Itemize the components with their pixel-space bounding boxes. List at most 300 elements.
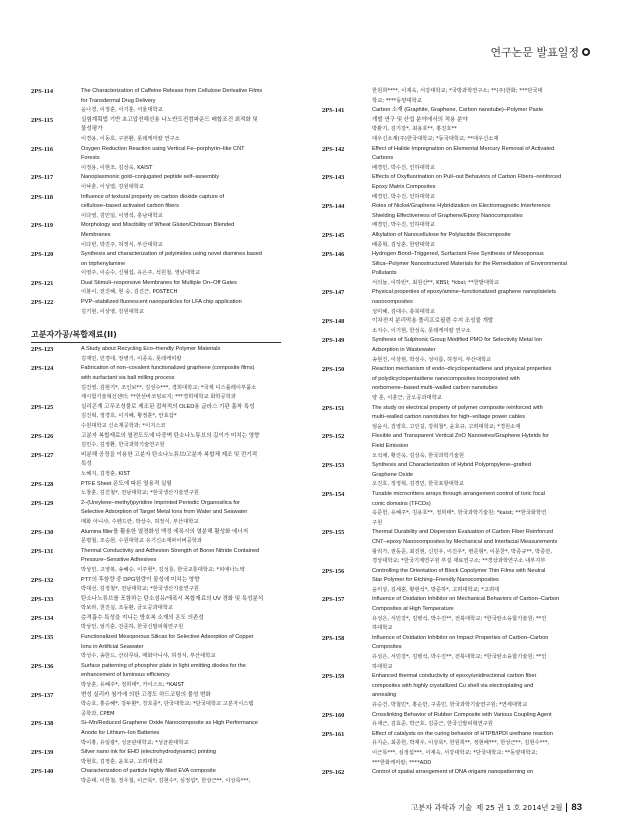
- entry-authors-line: ***한화케미칼; ****ADD: [372, 759, 432, 766]
- program-entry: [31, 528, 281, 547]
- right-entry-list: [322, 87, 572, 778]
- entry-code: 2PS-147: [322, 289, 345, 297]
- program-entry: [31, 451, 281, 480]
- entry-title-line: Silver nano ink for EHD (electrohydrodynamic) printing: [81, 749, 216, 756]
- entry-authors-line: 재시험기술혁신센터; **한선바코팅로지; ***경희대학교 화학공학과: [81, 394, 236, 401]
- program-entry: [31, 221, 281, 250]
- entry-title-line: Epoxy Matrix Composites: [372, 183, 436, 190]
- entry-title-line: conic domains (TFCDs): [372, 500, 431, 507]
- program-entry: [31, 345, 281, 364]
- entry-code: 2PS-119: [31, 222, 54, 230]
- entry-title-line: enhancement of luminous efficiency: [81, 672, 170, 679]
- program-entry: [322, 634, 572, 672]
- program-entry: [322, 106, 572, 144]
- program-entry: [31, 499, 281, 528]
- entry-title-line: Membranes: [81, 231, 111, 238]
- entry-authors-line: 박대선, 김정철*, 전남대학교; *한국생산기술연구원: [81, 586, 199, 593]
- entry-authors-line: 이낙훈, 이성열, 강원대학교: [81, 183, 145, 190]
- entry-code: 2PS-124: [31, 365, 54, 373]
- entry-body: [372, 288, 572, 317]
- program-entry: [31, 691, 281, 720]
- entry-body: [372, 336, 572, 365]
- program-entry: [322, 528, 572, 566]
- left-column: [31, 87, 281, 787]
- entry-authors-line: 박보라, 천진실, 조동환, 금오공과대학교: [81, 605, 173, 612]
- entry-code: 2PS-154: [322, 490, 345, 498]
- entry-authors-line: 김진영, 김현기*, 조인보**, 김성수***, 경희대학교; *국제 디스플레이부품소: [81, 384, 257, 391]
- program-entry: [322, 87, 572, 106]
- entry-authors-line: 이경용, 이동호, 구본환, 롯데케미칼 연구소: [81, 135, 180, 142]
- entry-body: [81, 145, 281, 174]
- entry-body: [81, 298, 281, 317]
- entry-authors-line: 성미혜, 김대수, 충북대학교: [372, 308, 436, 315]
- program-entry: [322, 711, 572, 730]
- entry-title-line: 층격흡수 특성을 지니는 방호복 소재의 온도 의존성: [81, 614, 204, 621]
- entry-title-line: Enhanced thermal conductivity of epoxy/unidirectional carbon fiber: [372, 673, 537, 680]
- entry-body: [81, 193, 281, 222]
- entry-body: [81, 250, 281, 279]
- program-entry: [322, 173, 572, 202]
- program-entry: [31, 173, 281, 192]
- entry-code: [322, 87, 372, 106]
- entry-code: 2PS-157: [322, 596, 345, 604]
- entry-title-line: Pressure–Sensitive Adhesives: [81, 557, 157, 564]
- entry-code: 2PS-117: [31, 174, 54, 182]
- program-entry: [322, 365, 572, 403]
- entry-title-line: Alumina filler를 활용한 열경화성 액정 에폭시의 열분해 활성화 에너지: [81, 528, 249, 535]
- program-entry: [31, 298, 281, 317]
- entry-code: 2PS-123: [31, 346, 54, 354]
- entry-body: [81, 87, 281, 116]
- entry-authors-line: 박이홍, 유일광*, 성균관대학교; *성균관대학교: [81, 739, 189, 746]
- entry-authors-line: 배경민, 박수진, 인하대학교: [372, 164, 436, 171]
- entry-body: [81, 279, 281, 298]
- entry-title-line: Influence of textural property on carbon dioxide capture of: [81, 193, 225, 200]
- entry-authors-line: 옥준헌, 유혜주*, 김용호**, 정희태*, 한국과학기술원; *kaist; **한국화학연: [372, 510, 547, 517]
- entry-title-line: PTFE Sheet 온도에 따른 열용적 실험: [81, 480, 172, 487]
- entry-code: 2PS-114: [31, 88, 54, 95]
- entry-title-line: 개발 연구 및 산업 분야에서의 적용 분야: [372, 116, 468, 123]
- entry-body: [372, 461, 572, 490]
- running-header: [490, 44, 590, 60]
- entry-title-line: annealing: [372, 692, 397, 699]
- entry-authors-line: 박현호, 김정훈, 윤호규, 고려대학교: [81, 758, 163, 765]
- entry-authors-line: 송현진, 이상현, 박성수, 성아름, 허정식, 부산대학교: [372, 356, 492, 363]
- program-entry: [322, 490, 572, 528]
- entry-authors-line: 배경민, 박수진, 인하대학교: [372, 222, 436, 229]
- entry-title-line: Physical properties of epoxy/amine–functionalized graphene nanoplatelets: [372, 289, 557, 296]
- entry-title-line: Synthesis and characterization of polyimides using novel diamines based: [81, 251, 262, 258]
- entry-code: 2PS-142: [322, 145, 345, 153]
- entry-affiliation-line: 수원대학교 신소재공학과; *이지스코: [81, 423, 166, 429]
- entry-body: [372, 106, 572, 144]
- entry-authors-line: 박상민, 엄기훈, 진준하, 한국신발피혁연구원: [81, 624, 184, 631]
- entry-code: 2PS-133: [31, 595, 54, 603]
- entry-title-line: Hydrogen Bond–Triggered, Surfactant Free Synthesis of Mesoporous: [372, 251, 544, 258]
- entry-body: [372, 404, 572, 433]
- entry-authors-line: 박성수, 송한드, 산타무티, 매화아니샤, 허정식, 부산대학교: [81, 653, 216, 660]
- entry-code: 2PS-125: [31, 403, 54, 411]
- entry-title-line: Synthesis of Sulphonic Group Modified PMO for Selectivity Metal Ion: [372, 337, 543, 344]
- entry-title-line: Effect of catalysts on the curing behavior of HTPB/IPDI urethane reaction: [372, 730, 553, 737]
- entry-body: [372, 730, 572, 768]
- footer-divider: [566, 803, 567, 812]
- entry-title-line: Controlling the Orientation of Block Copolymer Thin Films with Neutral: [372, 567, 546, 574]
- entry-body: [372, 87, 572, 106]
- entry-authors-line: 유지순, 최종헌, 박재우, 이상목*, 한원희**, 정현배***, 한상근**, 김현수***,: [372, 740, 550, 747]
- entry-authors-line: 윤미상, 김세훈, 황현석*, 방준하*, 고려대학교; *고려대: [372, 586, 500, 593]
- entry-title-line: Graphene Oxide: [372, 471, 414, 478]
- entry-title-line: Si–Mn/Reduced Graphene Oxide Nanocomposite as High Performance: [81, 720, 258, 727]
- entry-title-line: Reaction mechanism of endo–dicyclopentadiene and physical properties: [372, 366, 552, 373]
- program-entry: [322, 595, 572, 633]
- entry-authors-line: 매화 아니샤, 수렌드란, 박상수, 허정식, 부산대학교: [81, 518, 199, 525]
- program-entry: [31, 279, 281, 298]
- entry-authors-line: 박상훈, 유혜주*, 정희태*, 카이스트; *KAIST: [81, 682, 185, 689]
- entry-title-line: 변성 실리카 첨가에 의한 고경도 하드코팅의 물성 변화: [81, 691, 211, 698]
- entry-body: [81, 499, 281, 528]
- entry-authors-line: 이다영, 김민일, 이영석, 충남대학교: [81, 212, 163, 219]
- entry-body: [81, 767, 281, 786]
- entry-title-line: on triphenylamine: [81, 260, 126, 267]
- entry-authors-line: 학교; ****동양대학교: [372, 97, 422, 104]
- entry-authors-line: 공학과, CPEM: [81, 710, 115, 717]
- entry-title-line: 고분자 복합재료의 열전도도에 다중벽 탄소나노튜브의 길이가 미치는 영향: [81, 432, 260, 439]
- entry-title-line: Control of spatial arrangement of DNA origami nanopatterning on: [372, 769, 534, 776]
- entry-title-line: Alkylation of Nanocellulose for Polylactide Biocomposite: [372, 231, 511, 238]
- entry-title-line: Surface patterning of phosphor plate in light emitting diodes for the: [81, 662, 246, 669]
- entry-code: 2PS-161: [322, 730, 345, 738]
- program-entry: [31, 87, 281, 116]
- program-entry: [322, 768, 572, 778]
- entry-body: [372, 634, 572, 672]
- entry-title-line: Shielding Effectiveness of Graphene/Epoxy Nanocomposites: [372, 212, 523, 219]
- program-entry: [322, 145, 572, 174]
- entry-authors-line: 엄윤식, 김영호, 고인길, 강희철*, 윤호규, 고려대학교; *경원소재: [372, 423, 521, 430]
- entry-title-line: Influence of Oxidation Inhibitor on Mechanical Behaviors of Carbon–Carbon: [372, 596, 560, 603]
- program-entry: [31, 662, 281, 691]
- entry-authors-line: 경상대학교; *한국기계연구원 부설 재료연구소; **경상과학연구소 내부지부: [372, 558, 546, 565]
- entry-authors-line: 유성은, 서민강*, 김병석, 박수진**, 전북대학교; *한국탄소융합기술원; **인: [372, 654, 547, 661]
- entry-body: [81, 403, 281, 432]
- program-entry: [322, 432, 572, 461]
- entry-body: [372, 173, 572, 202]
- entry-code: 2PS-135: [31, 634, 54, 642]
- entry-body: [81, 432, 281, 451]
- entry-title-line: Morphology and Miscibility of Wheat Gluten/Chitosan Blended: [81, 222, 235, 229]
- entry-code: 2PS-115: [31, 116, 54, 124]
- entry-authors-line: 김민수, 김정환, 한국과학기술연구원: [81, 442, 165, 449]
- program-entry: [322, 288, 572, 317]
- entry-body: [372, 567, 572, 596]
- entry-title-line: Carbon 소재 (Graphite, Graphene, Carbon nanotube)–Polymer Paste: [372, 107, 544, 114]
- entry-title-line: multi–walled carbon nanotubes for high–voltage power cables: [372, 414, 525, 421]
- entry-body: [372, 711, 572, 730]
- entry-authors-line: 하대학교: [372, 663, 393, 670]
- entry-code: 2PS-159: [322, 673, 345, 681]
- program-entry: [322, 567, 572, 596]
- entry-title-line: Fabrication of non–covalent functionalized graphene (composite films): [81, 365, 255, 372]
- entry-title-line: Carbons: [372, 155, 394, 162]
- entry-body: [81, 576, 281, 595]
- entry-title-line: 이차전지 분리막용 폴리프로필렌 수지 조성물 개발: [372, 318, 494, 325]
- entry-body: [81, 719, 281, 748]
- program-entry: [31, 748, 281, 767]
- entry-title-line: CNT–epoxy Nanocomposites by Mechanical and Interfacial Measurements: [372, 538, 558, 545]
- entry-body: [372, 528, 572, 566]
- entry-title-line: Ions in Artificial Seawater: [81, 643, 144, 650]
- entry-authors-line: 문평철, 조승현, 수원대학교 유기신소재파이버공학과: [81, 538, 202, 545]
- program-entry: [31, 480, 281, 499]
- issue-info: 제 25 권 1 호 2014년 2월: [476, 802, 563, 812]
- entry-body: [81, 221, 281, 250]
- entry-code: 2PS-121: [31, 279, 54, 287]
- entry-code: 2PS-130: [31, 528, 54, 536]
- entry-title-line: A Study about Recycling Eco–friendly Polymer Materials: [81, 346, 221, 353]
- entry-title-line: Effect of Halide Impregnation on Elemental Mercury Removal of Activated: [372, 145, 555, 152]
- entry-authors-line: 배종혁, 김성훈, 한양대학교: [372, 241, 436, 248]
- entry-authors-line: 박상민, 고영복, 송혜승, 이주현*, 김성룡, 한국교통대학교; *피애나노텍: [81, 566, 245, 573]
- entry-title-line: 비분해 공정을 이용한 고분자 탄소나노튜브/고분자 복합체 제조 및 전기적: [81, 451, 258, 458]
- entry-code: 2PS-136: [31, 662, 54, 670]
- entry-affiliation-line: 대우신소재(주)한국대학교; *동국대학교; **대우신소재: [372, 135, 499, 142]
- entry-body: [81, 451, 281, 480]
- entry-body: [372, 490, 572, 528]
- program-entry: [31, 403, 281, 432]
- entry-authors-line: 양 훈, 이훈근, 금오공과대학교: [372, 395, 442, 401]
- entry-body: [372, 317, 572, 336]
- entry-authors-line: 박환기, 김기강*, 최용호**, 홍진호**: [372, 126, 457, 133]
- entry-authors-line: 배경민, 박수진, 인하대학교: [372, 193, 436, 200]
- entry-authors-line: 김기현, 이상영, 강원대학교: [81, 308, 145, 315]
- program-entry: [31, 250, 281, 279]
- entry-title-line: Influence of Oxidation Inhibitor on Impact Properties of Carbon–Carbon: [372, 634, 549, 641]
- entry-code: 2PS-160: [322, 711, 345, 719]
- entry-code: 2PS-151: [322, 404, 345, 412]
- entry-authors-line: 박준태, 이한철, 정우철, 이근목*, 김현수*, 심정섭*, 한상근**, 이상목***,: [81, 777, 251, 784]
- entry-title-line: Composites: [372, 644, 402, 651]
- entry-title-line: Synthesis and Characterization of Hybrid Polypropylene–grafted: [372, 462, 531, 469]
- entry-title-line: PTT의 후함량 중 DPG함량이 물성에 미치는 영향: [81, 576, 200, 583]
- entry-title-line: 특성: [81, 461, 92, 468]
- entry-code: 2PS-153: [322, 462, 345, 470]
- program-entry: [31, 719, 281, 748]
- entry-title-line: Tunable microcritters arrays through arrangement control of toric focal: [372, 490, 545, 497]
- entry-title-line: cellulose–based activated carbon fibers: [81, 203, 179, 210]
- entry-title-line: norbornene–based multi–walled carbon nanotubes: [372, 385, 498, 392]
- entry-authors-line: 소지수, 이기현, 한성욱, 롯데케미칼 연구소: [372, 327, 471, 334]
- journal-name: 고분자 과학과 기술: [411, 802, 473, 812]
- right-column: [322, 87, 572, 778]
- entry-authors-line: 이봉이, 전진혜, 현 숭, 김진근, POSTECH: [81, 289, 178, 296]
- entry-title-line: 2–(Ureylene–methyl)pyridine Imprinted Periodic Organosilica for: [81, 499, 240, 506]
- entry-title-line: Selective Adsorption of Target Metal Ions from Water and Seawater: [81, 509, 248, 516]
- entry-code: 2PS-140: [31, 768, 54, 776]
- entry-code: 2PS-158: [322, 634, 345, 642]
- left-entry-list-2: [31, 345, 281, 786]
- entry-body: [372, 231, 572, 250]
- program-entry: [322, 317, 572, 336]
- left-entry-list: [31, 87, 281, 317]
- entry-code: 2PS-138: [31, 720, 54, 728]
- entry-title-line: Star Polymer for Etching–Friendly Nanocomposites: [372, 577, 499, 584]
- entry-code: 2PS-116: [31, 145, 54, 153]
- program-entry: [322, 461, 572, 490]
- entry-body: [81, 116, 281, 145]
- entry-authors-line: 노창훈, 김진철*, 전남대학교; *한국생산기술연구원: [81, 490, 199, 497]
- program-entry: [31, 576, 281, 595]
- entry-body: [81, 614, 281, 633]
- program-entry: [31, 145, 281, 174]
- entry-body: [372, 768, 572, 778]
- entry-title-line: Anode for Lithium–Ion Batteries: [81, 730, 160, 736]
- program-entry: [31, 364, 281, 402]
- entry-authors-line: 오진호, 정정혁, 김경민, 한국포항대학교: [372, 481, 464, 488]
- entry-authors-line: 이다빈, 박진주, 허정식, 부산대학교: [81, 241, 163, 248]
- entry-title-line: Effects of Oxyfluorination on Pull–out Behaviors of Carbon Fibers–reinforced: [372, 174, 562, 181]
- entry-title-line: 탄소나노튜브를 포함하는 탄소섬유/에폭시 복합재료의 UV 경화 및 특성분석: [81, 595, 264, 602]
- entry-title-line: 실리콘계 고무조성물로 제조된 접착적의 OLED용 글라스 기판 흡착 특성: [81, 403, 255, 410]
- entry-title-line: Roles of Nickel/Graphene Hybridization on Electromagnetic Interference: [372, 203, 551, 210]
- entry-authors-line: 서의늘, 이하빈*, 최원산**, KBSI; *kbsi; **한밭대학교: [372, 279, 500, 286]
- entry-title-line: Crosslinking Behavior of Rubber Composite with Various Coupling Agent: [372, 711, 552, 718]
- entry-body: [372, 595, 572, 633]
- entry-title-line: Flexible and Transparent Vertical ZnO Nanowires/Graphene Hybrids for: [372, 433, 549, 440]
- entry-code: 2PS-137: [31, 691, 54, 699]
- entry-code: 2PS-118: [31, 193, 54, 201]
- entry-code: 2PS-120: [31, 251, 54, 259]
- running-header-title: 연구논문 발표일정: [490, 46, 579, 59]
- program-entry: [322, 672, 572, 710]
- entry-title-line: nanocomposites: [372, 299, 413, 306]
- entry-code: 2PS-129: [31, 499, 54, 507]
- ring-icon: [582, 48, 590, 56]
- entry-code: 2PS-150: [322, 366, 345, 374]
- section-title: 고분자가공/복합재료(II): [31, 329, 281, 343]
- entry-authors-line: 이영주, 이승수, 신형섭, 유은주, 석원철, 영남대학교: [81, 270, 201, 277]
- program-entry: [31, 193, 281, 222]
- entry-authors-line: 한원희****, 이재욱, 서강대학교; *국방과학연구소; **(주)한화; ***단국대: [372, 88, 543, 94]
- entry-body: [81, 633, 281, 662]
- entry-authors-line: 하대학교: [372, 625, 393, 632]
- entry-body: [81, 547, 281, 576]
- entry-code: 2PS-149: [322, 337, 345, 345]
- entry-authors-line: 이정용, 이현조, 김상욱, KAIST: [81, 164, 153, 171]
- entry-code: 2PS-152: [322, 433, 345, 441]
- entry-body: [372, 145, 572, 174]
- program-entry: [31, 432, 281, 451]
- program-entry: [31, 633, 281, 662]
- entry-title-line: The study on electrical property of polymer composite reinforced with: [372, 404, 543, 411]
- entry-authors-line: 유성은, 서민강*, 김병석, 박수진**, 전북대학교; *한국탄소융합기술원; **인: [372, 615, 547, 622]
- entry-title-line: 물성평가: [81, 126, 103, 133]
- entry-body: [372, 432, 572, 461]
- entry-body: [81, 662, 281, 691]
- entry-title-line: Pollutants: [372, 270, 397, 277]
- page-footer: [411, 802, 582, 813]
- program-entry: [322, 231, 572, 250]
- entry-body: [81, 528, 281, 547]
- program-entry: [322, 250, 572, 288]
- entry-title-line: with surfactant via ball milling process: [81, 375, 175, 382]
- entry-body: [372, 672, 572, 710]
- entry-code: 2PS-126: [31, 432, 54, 440]
- program-entry: [322, 336, 572, 365]
- program-entry: [322, 730, 572, 768]
- entry-title-line: Dual Stimuli–responsive Membranes for Multiple On–Off Gates: [81, 279, 237, 286]
- entry-body: [81, 480, 281, 499]
- entry-code: 2PS-131: [31, 547, 54, 555]
- entry-code: 2PS-146: [322, 251, 345, 259]
- entry-code: 2PS-132: [31, 576, 54, 584]
- entry-code: 2PS-144: [322, 203, 345, 211]
- entry-code: 2PS-141: [322, 107, 345, 115]
- entry-authors-line: 김진혁, 정경호, 이지혜, 황정훈*, 안효갑*: [81, 413, 177, 420]
- entry-code: 2PS-122: [31, 299, 54, 307]
- entry-title-line: Thermal Durability and Dispersion Evaluation of Carbon Fiber Reinforced: [372, 529, 553, 536]
- entry-authors-line: 유재근, 김효준, 박근호, 김중근, 한국신발피혁연구원: [372, 721, 493, 728]
- entry-authors-line: 윤나경, 이정훈, 이기훈, 서울대학교: [81, 107, 163, 114]
- entry-title-line: Adsorption in Wastewater: [372, 347, 436, 354]
- entry-code: 2PS-128: [31, 480, 54, 488]
- entry-title-line: for Transdermal Drug Delivery: [81, 97, 156, 104]
- entry-body: [81, 691, 281, 720]
- entry-authors-line: 오석채, 황진욱, 김상욱, 한국과학기술원: [372, 452, 464, 459]
- entry-body: [81, 595, 281, 614]
- program-entry: [322, 202, 572, 231]
- entry-code: 2PS-148: [322, 318, 345, 326]
- entry-title-line: Oxygen Reduction Reaction using Vertical Fe–porphyrin–like CNT: [81, 145, 245, 152]
- program-entry: [31, 547, 281, 576]
- entry-body: [81, 364, 281, 402]
- program-entry: [322, 404, 572, 433]
- entry-title-line: Field Emission: [372, 442, 409, 449]
- entry-code: 2PS-162: [322, 769, 345, 777]
- entry-title-line: Thermal Conductivity and Adhesion Strength of Boron Nitride Contained: [81, 547, 260, 554]
- entry-code: 2PS-139: [31, 749, 54, 757]
- entry-code: 2PS-134: [31, 614, 54, 622]
- entry-title-line: The Characterization of Caffeine Release from Cellulose Derivative Films: [81, 88, 263, 94]
- program-entry: [31, 595, 281, 614]
- entry-body: [372, 202, 572, 231]
- entry-title-line: Functionalized Mesoporous Silicas for Selective Adsorption of Copper: [81, 634, 254, 641]
- entry-authors-line: 김재민, 민경대, 장병기, 이종욱, 롯데케미칼: [81, 355, 182, 362]
- entry-title-line: of polydicyclopentadiene nanocomposites incorporated with: [372, 375, 520, 382]
- entry-authors-line: 구원: [372, 519, 383, 526]
- entry-authors-line: 박승호, 홍승혜*, 강두환*, 강호종*, 단국대학교; *단국대학교 고분자시스템: [81, 701, 254, 708]
- entry-authors-line: 노혜지, 김정훈, KIST: [81, 470, 131, 477]
- entry-title-line: Characterization of particle highly filled EVA composite: [81, 768, 216, 775]
- entry-body: [372, 365, 572, 403]
- entry-body: [372, 250, 572, 288]
- entry-title-line: Silica–Polymer Nanostructured Materials for the Remediation of Environmental: [372, 260, 567, 267]
- entry-title-line: composites with highly crystallized Cu shell via electroplating and: [372, 682, 534, 689]
- entry-title-line: Nanoplasmonic gold–conjugated peptide self–assembly: [81, 174, 220, 181]
- entry-code: 2PS-155: [322, 529, 345, 537]
- program-entry: [31, 767, 281, 786]
- entry-code: 2PS-145: [322, 231, 345, 239]
- entry-body: [81, 748, 281, 767]
- entry-authors-line: 유승건, 박철민*, 홍순만, 구종민, 한국과학기술연구원; *연세대학교: [372, 702, 528, 708]
- entry-title-line: 실험계획법 기반 초고압전해선용 나노반도전컴파운드 배합조건 최적화 및: [81, 116, 258, 123]
- entry-authors-line: 왕리가, 권동준, 최진현, 신민우, 이진우*, 변준형*, 이문찬*, 박종규**, 박종만,: [372, 548, 553, 555]
- program-entry: [31, 614, 281, 633]
- entry-title-line: Composites at High Temperature: [372, 606, 454, 613]
- entry-title-line: Forests: [81, 155, 100, 162]
- entry-code: 2PS-127: [31, 451, 54, 459]
- entry-body: [81, 173, 281, 192]
- entry-code: 2PS-156: [322, 567, 345, 575]
